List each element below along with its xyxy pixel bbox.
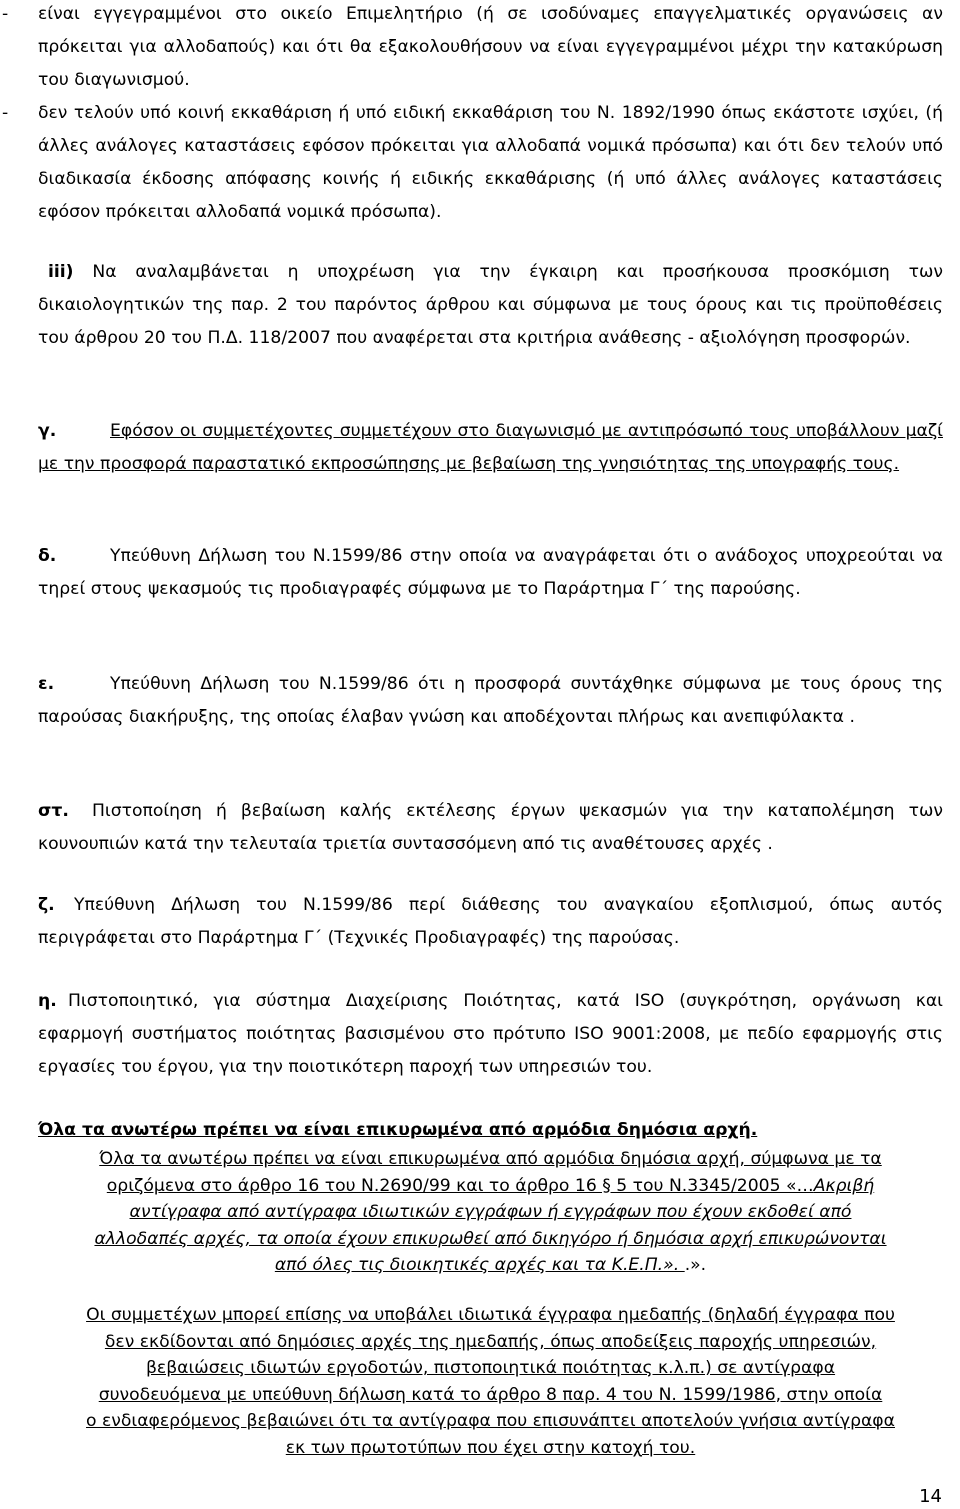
paragraph-line: εκ των πρωτοτύπων που έχει στην κατοχή του. bbox=[285, 1437, 696, 1458]
bullet-text: δεν τελούν υπό κοινή εκκαθάριση ή υπό ειδική εκκαθάριση του Ν. 1892/1990 όπως εκάστοτε ισχύει, (ή άλλες ανάλογες καταστάσεις εφόσον πρόκειται για αλλοδαπά νομικά πρόσωπα) και ότι δεν τελούν υπό διαδικασία έκδοσης απόφασης κοινής ή ειδικής εκκαθάρισης (ή υπό άλλες ανάλογες καταστάσεις εφόσον πρόκειται αλλοδαπά νομικά πρόσωπα). bbox=[38, 103, 943, 222]
heading-certified bbox=[38, 1114, 943, 1147]
paragraph-line: ο ενδιαφερόμενος βεβαιώνει ότι τα αντίγραφα που επισυνάπτει αποτελούν γνήσια αντίγραφα bbox=[86, 1411, 895, 1431]
paragraph-line: συνοδευόμενα με υπεύθυνη δήλωση κατά το άρθρο 8 παρ. 4 του Ν. 1599/1986, στην οποία bbox=[98, 1384, 883, 1405]
heading-text: Όλα τα ανωτέρω πρέπει να είναι επικυρωμένα από αρμόδια δημόσια αρχή. bbox=[38, 1120, 758, 1140]
bullet-dash: - bbox=[2, 4, 9, 24]
item-zeta bbox=[38, 889, 943, 955]
item-label: ε. bbox=[38, 674, 55, 694]
paragraph-line: .». bbox=[684, 1255, 707, 1275]
item-st bbox=[38, 795, 943, 861]
item-label: γ. bbox=[38, 421, 57, 441]
item-label: στ. bbox=[38, 801, 69, 821]
clause-iii bbox=[38, 256, 943, 355]
paragraph-line: οριζόμενα στο άρθρο 16 του Ν.2690/99 και το άρθρο 16 § 5 του Ν.3345/2005 «… bbox=[106, 1175, 814, 1196]
bullet-item-liquidation bbox=[2, 97, 943, 229]
item-epsilon bbox=[38, 668, 943, 734]
item-text: Υπεύθυνη Δήλωση του Ν.1599/86 περί διάθεσης του αναγκαίου εξοπλισμού, όπως αυτός περιγράφεται στο Παράρτημα Γ΄ (Τεχνικές Προδιαγραφές) της παρούσας. bbox=[38, 895, 943, 948]
item-text: Πιστοποιητικό, για σύστημα Διαχείρισης Ποιότητας, κατά ISO (συγκρότηση, οργάνωση και εφαρμογή συστήματος ποιότητας βασισμένου στο πρότυπο ISO 9001:2008, με πεδίο εφαρμογής στις εργασίες του έργου, για την ποιοτικότερη παροχή των υπηρεσιών του. bbox=[38, 991, 943, 1077]
paragraph-line: δεν εκδίδονται από δημόσιες αρχές της ημεδαπής, όπως αποδείξεις παροχής υπηρεσιών, bbox=[104, 1331, 877, 1352]
paragraph-line-italic: αντίγραφα από αντίγραφα ιδιωτικών εγγράφων ή εγγράφων που έχουν εκδοθεί από bbox=[129, 1202, 852, 1222]
paragraph-line: Οι συμμετέχων μπορεί επίσης να υποβάλει ιδιωτικά έγγραφα ημεδαπής (δηλαδή έγγραφα που bbox=[86, 1305, 895, 1325]
item-label: δ. bbox=[38, 546, 57, 566]
item-text: Εφόσον οι συμμετέχοντες συμμετέχουν στο διαγωνισμό με αντιπρόσωπό τους υποβάλλουν μαζί με την προσφορά παραστατικό εκπροσώπησης με βεβαίωση της γνησιότητας της υπογραφής τους. bbox=[38, 421, 943, 474]
paragraph-line-italic: από όλες τις διοικητικές αρχές και τα Κ.Ε.Π.». bbox=[274, 1255, 685, 1275]
paragraph-line-italic: αλλοδαπές αρχές, τα οποία έχουν επικυρωθεί από δικηγόρο ή δημόσια αρχή επικυρώνονται bbox=[94, 1228, 887, 1249]
page-number: 14 bbox=[919, 1486, 942, 1507]
paragraph-line-italic: Ακριβή bbox=[813, 1175, 875, 1196]
clause-label: iii) bbox=[48, 262, 74, 282]
paragraph-line: Όλα τα ανωτέρω πρέπει να είναι επικυρωμένα από αρμόδια δημόσια αρχή, σύμφωνα με τα bbox=[99, 1149, 882, 1169]
item-gamma bbox=[38, 415, 943, 481]
paragraph-line: βεβαιώσεις ιδιωτών εργοδοτών, πιστοποιητικά ποιότητας κ.λ.π.) σε αντίγραφα bbox=[145, 1358, 836, 1378]
item-label: ζ. bbox=[38, 895, 55, 915]
bullet-item-registration bbox=[2, 0, 943, 97]
clause-text: Να αναλαμβάνεται η υποχρέωση για την έγκαιρη και προσήκουσα προσκόμιση των δικαιολογητικών της παρ. 2 του παρόντος άρθρου και σύμφωνα με τους όρους και τις προϋποθέσεις του άρθρου 20 του Π.Δ. 118/2007 που αναφέρεται στα κριτήρια ανάθεσης - αξιολόγηση προσφορών. bbox=[38, 262, 944, 348]
private-documents-paragraph bbox=[38, 1302, 943, 1461]
item-delta bbox=[38, 540, 943, 606]
bullet-dash: - bbox=[2, 103, 9, 123]
item-label: η. bbox=[38, 991, 57, 1011]
bullet-text: είναι εγγεγραμμένοι στο οικείο Επιμελητήριο (ή σε ισοδύναμες επαγγελματικές οργανώσεις αν πρόκειται για αλλοδαπούς) και ότι θα εξακολουθήσουν να είναι εγγεγραμμένοι μέχρι την κατακύρωση του διαγωνισμού. bbox=[38, 4, 943, 90]
item-eta bbox=[38, 985, 943, 1084]
item-text: Υπεύθυνη Δήλωση του Ν.1599/86 ότι η προσφορά συντάχθηκε σύμφωνα με τους όρους της παρούσας διακήρυξης, της οποίας έλαβαν γνώση και αποδέχονται πλήρως και ανεπιφύλακτα . bbox=[38, 674, 943, 727]
item-text: Υπεύθυνη Δήλωση του Ν.1599/86 στην οποία να αναγράφεται ότι ο ανάδοχος υποχρεούται να τηρεί στους ψεκασμούς τις προδιαγραφές σύμφωνα με το Παράρτημα Γ΄ της παρούσης. bbox=[38, 546, 943, 599]
item-text: Πιστοποίηση ή βεβαίωση καλής εκτέλεσης έργων ψεκασμών για την καταπολέμηση των κουνουπιών κατά την τελευταία τριετία συντασσόμενη από τις αναθέτουσες αρχές . bbox=[38, 801, 943, 854]
certification-paragraph bbox=[38, 1146, 943, 1279]
